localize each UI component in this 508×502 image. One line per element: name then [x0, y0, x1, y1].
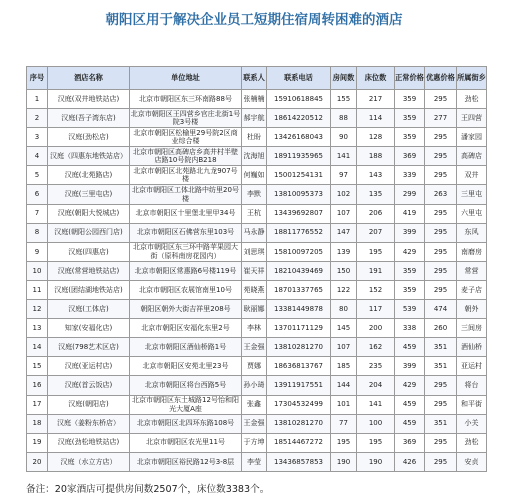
table-cell: 13810281270	[267, 414, 331, 433]
table-cell: 张鑫	[242, 395, 267, 414]
table-cell: 351	[425, 357, 457, 376]
table-cell: 295	[425, 261, 457, 280]
table-cell: 217	[357, 90, 395, 109]
table-cell: 2	[27, 109, 48, 128]
table-cell: 90	[331, 128, 357, 147]
table-cell: 260	[425, 319, 457, 338]
table-cell: 何巍如	[242, 166, 267, 185]
table-cell: 汉庭(北苑路店)	[48, 166, 130, 185]
table-cell: 张楠楠	[242, 90, 267, 109]
table-cell: 295	[425, 395, 457, 414]
table-cell: 195	[357, 433, 395, 452]
table-cell: 安贞	[457, 452, 487, 471]
table-cell: 13426168043	[267, 128, 331, 147]
table-cell: 13	[27, 319, 48, 338]
table-cell: 汉庭(朝阳大悦城店)	[48, 204, 130, 223]
table-cell: 295	[425, 90, 457, 109]
table-cell: 18911935965	[267, 147, 331, 166]
table-cell: 18	[27, 414, 48, 433]
table-cell: 359	[395, 109, 425, 128]
table-cell: 18514467272	[267, 433, 331, 452]
table-cell: 144	[331, 376, 357, 395]
table-row	[27, 414, 487, 433]
table-row	[27, 357, 487, 376]
table-cell: 351	[425, 338, 457, 357]
table-cell: 北京市朝阳区裕民路12号3-8层	[130, 452, 242, 471]
table-cell: 劲松	[457, 90, 487, 109]
table-cell: 北京市朝阳区酒仙桥路1号	[130, 338, 242, 357]
table-cell: 122	[331, 280, 357, 299]
table-cell: 9	[27, 242, 48, 261]
table-row	[27, 166, 487, 185]
table-cell: 汉庭(常营地铁站店)	[48, 261, 130, 280]
table-cell: 295	[425, 223, 457, 242]
table-cell: 7	[27, 204, 48, 223]
table-cell: 南磨房	[457, 242, 487, 261]
table-cell: 北京市朝阳区农展馆南里10号	[130, 280, 242, 299]
table-cell: 北京市朝阳区北苑路北九龙907号楼	[130, 166, 242, 185]
table-cell: 汉庭(首云饭店)	[48, 376, 130, 395]
table-cell: 235	[357, 357, 395, 376]
table-cell: 北京市朝阳区工体北路中纺里20号楼	[130, 185, 242, 204]
table-cell: 汉庭（水立方店）	[48, 452, 130, 471]
table-cell: 102	[331, 185, 357, 204]
table-row	[27, 300, 487, 319]
table-cell: 崔天祥	[242, 261, 267, 280]
header-cell: 所属街乡	[457, 67, 487, 90]
table-header-row	[27, 67, 487, 90]
header-cell: 优惠价格	[425, 67, 457, 90]
table-cell: 北京市朝阳区安苑北里23号	[130, 357, 242, 376]
table-cell: 13810095373	[267, 185, 331, 204]
table-cell: 6	[27, 185, 48, 204]
table-cell: 77	[331, 414, 357, 433]
table-cell: 18210439469	[267, 261, 331, 280]
table-cell: 188	[357, 147, 395, 166]
table-cell: 147	[331, 223, 357, 242]
table-cell: 141	[331, 147, 357, 166]
table-cell: 277	[425, 109, 457, 128]
table-cell: 贾娜	[242, 357, 267, 376]
table-cell: 8	[27, 223, 48, 242]
table-cell: 117	[357, 300, 395, 319]
table-row	[27, 204, 487, 223]
table-cell: 李林	[242, 319, 267, 338]
table-cell: 13911917551	[267, 376, 331, 395]
table-row	[27, 395, 487, 414]
table-cell: 知家(安福化店)	[48, 319, 130, 338]
table-cell: 13810281270	[267, 338, 331, 357]
table-cell: 13439692807	[267, 204, 331, 223]
table-cell: 于方坤	[242, 433, 267, 452]
table-cell: 299	[395, 185, 425, 204]
table-cell: 11	[27, 280, 48, 299]
table-cell: 141	[357, 395, 395, 414]
table-cell: 369	[395, 147, 425, 166]
table-row	[27, 452, 487, 471]
table-cell: 杜盼	[242, 128, 267, 147]
table-cell: 474	[425, 300, 457, 319]
table-cell: 将台	[457, 376, 487, 395]
table-cell: 143	[357, 166, 395, 185]
table-cell: 王金强	[242, 414, 267, 433]
table-cell: 北京市朝阳区东土城路12号怡和阳光大厦A座	[130, 395, 242, 414]
table-cell: 399	[395, 357, 425, 376]
table-cell: 295	[425, 204, 457, 223]
table-cell: 15	[27, 357, 48, 376]
table-row	[27, 261, 487, 280]
table-cell: 李莹	[242, 452, 267, 471]
table-cell: 150	[331, 261, 357, 280]
table-cell: 北京市朝阳区高碑店乡高井村半壁店路10号院内B218	[130, 147, 242, 166]
table-cell: 10	[27, 261, 48, 280]
table-cell: 汉庭(三里屯店)	[48, 185, 130, 204]
table-cell: 191	[357, 261, 395, 280]
table-cell: 114	[357, 109, 395, 128]
table-cell: 汉庭(劲松地铁站店)	[48, 433, 130, 452]
table-cell: 15001254131	[267, 166, 331, 185]
table-cell: 朝外	[457, 300, 487, 319]
table-cell: 426	[395, 452, 425, 471]
table-cell: 4	[27, 147, 48, 166]
table-cell: 359	[395, 261, 425, 280]
table-cell: 小关	[457, 414, 487, 433]
table-cell: 三里屯	[457, 185, 487, 204]
table-cell: 李默	[242, 185, 267, 204]
table-cell: 139	[331, 242, 357, 261]
table-row	[27, 433, 487, 452]
table-cell: 汉庭(朝阳店)	[48, 395, 130, 414]
table-cell: 北京市朝阳区将台西路5号	[130, 376, 242, 395]
table-row	[27, 109, 487, 128]
table-cell: 北京市朝阳区农光里11号	[130, 433, 242, 452]
table-cell: 北京市朝阳区东三环中路苹果园大街（原科南房花园内）	[130, 242, 242, 261]
table-cell: 20	[27, 452, 48, 471]
table-cell: 北京市朝阳区王四营乡官庄北街1号院3号楼	[130, 109, 241, 127]
table-cell: 295	[425, 376, 457, 395]
header-cell: 正常价格	[395, 67, 425, 90]
table-cell: 麦子店	[457, 280, 487, 299]
table-cell: 汉庭（姜粉东桥店）	[48, 414, 130, 433]
table-cell: 汉庭(四惠店)	[48, 242, 130, 261]
table-cell: 耿丽娜	[242, 300, 267, 319]
table-cell: 80	[331, 300, 357, 319]
header-cell: 床位数	[357, 67, 395, 90]
table-cell: 沈海旭	[242, 147, 267, 166]
table-cell: 和平街	[457, 395, 487, 414]
table-cell: 100	[357, 414, 395, 433]
table-cell: 18701337765	[267, 280, 331, 299]
table-cell: 155	[331, 90, 357, 109]
table-cell: 539	[395, 300, 425, 319]
header-cell: 序号	[27, 67, 48, 90]
table-cell: 295	[425, 128, 457, 147]
table-row	[27, 147, 487, 166]
header-cell: 房间数	[331, 67, 357, 90]
table-row	[27, 376, 487, 395]
table-cell: 339	[395, 166, 425, 185]
table-cell: 北京市朝阳区东三环南路88号	[130, 90, 242, 109]
table-cell: 295	[425, 452, 457, 471]
table-cell: 263	[425, 185, 457, 204]
table-cell: 107	[331, 338, 357, 357]
table-cell: 429	[395, 242, 425, 261]
table-cell: 107	[331, 204, 357, 223]
table-row	[27, 280, 487, 299]
table-cell: 汉庭(工体店)	[48, 300, 130, 319]
header-cell: 单位地址	[130, 67, 242, 90]
table-cell: 北京市朝阳区松榆里29号院2区商业综合楼	[130, 128, 242, 147]
table-cell: 207	[357, 223, 395, 242]
table-row	[27, 242, 487, 261]
table-cell: 162	[357, 338, 395, 357]
table-cell: 13436857853	[267, 452, 331, 471]
table-cell: 145	[331, 319, 357, 338]
header-cell: 酒店名称	[48, 67, 130, 90]
header-cell: 联系人	[242, 67, 267, 90]
table-cell: 13701171129	[267, 319, 331, 338]
table-row	[27, 338, 487, 357]
table-cell: 195	[357, 242, 395, 261]
table-cell: 369	[395, 433, 425, 452]
table-row	[27, 90, 487, 109]
table-cell: 王杭	[242, 204, 267, 223]
table-cell: 苑晓燕	[242, 280, 267, 299]
table-cell: 399	[395, 223, 425, 242]
header-cell: 联系电话	[267, 67, 331, 90]
table-cell: 185	[331, 357, 357, 376]
table-cell: 王四营	[457, 109, 487, 128]
table-cell: 亚运村	[457, 357, 487, 376]
table-row	[27, 185, 487, 204]
table-cell: 16	[27, 376, 48, 395]
table-cell: 419	[395, 204, 425, 223]
table-cell: 101	[331, 395, 357, 414]
table-cell: 429	[395, 376, 425, 395]
table-cell: 酒仙桥	[457, 338, 487, 357]
table-cell: 295	[425, 280, 457, 299]
table-cell: 王金强	[242, 338, 267, 357]
table-row	[27, 319, 487, 338]
table-cell: 135	[357, 185, 395, 204]
table-cell: 郝宇航	[242, 109, 267, 128]
table-cell: 汉庭(亚运村店)	[48, 357, 130, 376]
footnote: 备注：20家酒店可提供房间数2507个，床位数3383个。	[26, 484, 270, 495]
table-cell: 劲松	[457, 433, 487, 452]
table-cell: 17	[27, 395, 48, 414]
table-cell: 刘思琪	[242, 242, 267, 261]
table-cell: 338	[395, 319, 425, 338]
table-cell: 1	[27, 90, 48, 109]
table-cell: 295	[425, 147, 457, 166]
table-cell: 459	[395, 338, 425, 357]
table-cell: 3	[27, 128, 48, 147]
table-cell: 汉庭(劲松店)	[48, 128, 130, 147]
table-cell: 北京市朝阳区北四环东路108号	[130, 414, 242, 433]
table-cell: 359	[395, 128, 425, 147]
table-cell: 295	[425, 166, 457, 185]
table-cell: 295	[425, 242, 457, 261]
page-title: 朝阳区用于解决企业员工短期住宿周转困难的酒店	[105, 12, 403, 28]
table-cell: 12	[27, 300, 48, 319]
table-cell: 190	[331, 452, 357, 471]
table-cell: 128	[357, 128, 395, 147]
table-cell: 295	[425, 433, 457, 452]
table-cell: 152	[357, 280, 395, 299]
table-cell: 459	[395, 395, 425, 414]
table-cell: 18811776552	[267, 223, 331, 242]
table-cell: 18636813767	[267, 357, 331, 376]
table-cell: 六里屯	[457, 204, 487, 223]
table-cell: 14	[27, 338, 48, 357]
table-cell: 常营	[457, 261, 487, 280]
table-cell: 88	[331, 109, 357, 128]
table-cell: 东风	[457, 223, 487, 242]
table-row	[27, 128, 487, 147]
table-cell: 13381449878	[267, 300, 331, 319]
table-cell: 汉庭(朝阳公园西门店)	[48, 223, 130, 242]
table-cell: 北京市朝阳区安福化东里2号	[130, 319, 242, 338]
table-cell: 351	[425, 414, 457, 433]
table-cell: 15910618845	[267, 90, 331, 109]
table-cell: 孙小琦	[242, 376, 267, 395]
table-cell: 17304532499	[267, 395, 331, 414]
table-cell: 195	[331, 433, 357, 452]
table-cell: 459	[395, 414, 425, 433]
table-cell: 15810097205	[267, 242, 331, 261]
table-cell: 汉庭(团结湖地铁站店)	[48, 280, 130, 299]
table-cell: 朝阳区朝外大街吉祥里208号	[130, 300, 242, 319]
table-cell: 5	[27, 166, 48, 185]
table-cell: 汉庭(吾子湾东店)	[48, 109, 130, 128]
table-cell: 359	[395, 280, 425, 299]
table-cell: 190	[357, 452, 395, 471]
table-cell: 北京市朝阳区十里堡北里甲34号	[130, 204, 242, 223]
hotel-table	[26, 66, 487, 472]
table-cell: 19	[27, 433, 48, 452]
table-cell: 三间房	[457, 319, 487, 338]
table-cell: 汉庭（四惠东地铁站店）	[48, 147, 130, 166]
table-cell: 18614220512	[267, 109, 331, 128]
table-cell: 97	[331, 166, 357, 185]
table-row	[27, 223, 487, 242]
table-cell: 北京市朝阳区常惠路6号楼119号	[130, 261, 242, 280]
table-cell: 双井	[457, 166, 487, 185]
table-cell: 汉庭(798艺术区店)	[48, 338, 130, 357]
table-cell: 北京市朝阳区石佛营东里103号	[130, 223, 242, 242]
table-cell: 高碑店	[457, 147, 487, 166]
table-cell: 潘家园	[457, 128, 487, 147]
table-cell: 204	[357, 376, 395, 395]
table-cell: 马永静	[242, 223, 267, 242]
table-cell: 206	[357, 204, 395, 223]
table-cell: 359	[395, 90, 425, 109]
table-cell: 200	[357, 319, 395, 338]
table-cell: 汉庭(双井地铁站店)	[48, 90, 130, 109]
